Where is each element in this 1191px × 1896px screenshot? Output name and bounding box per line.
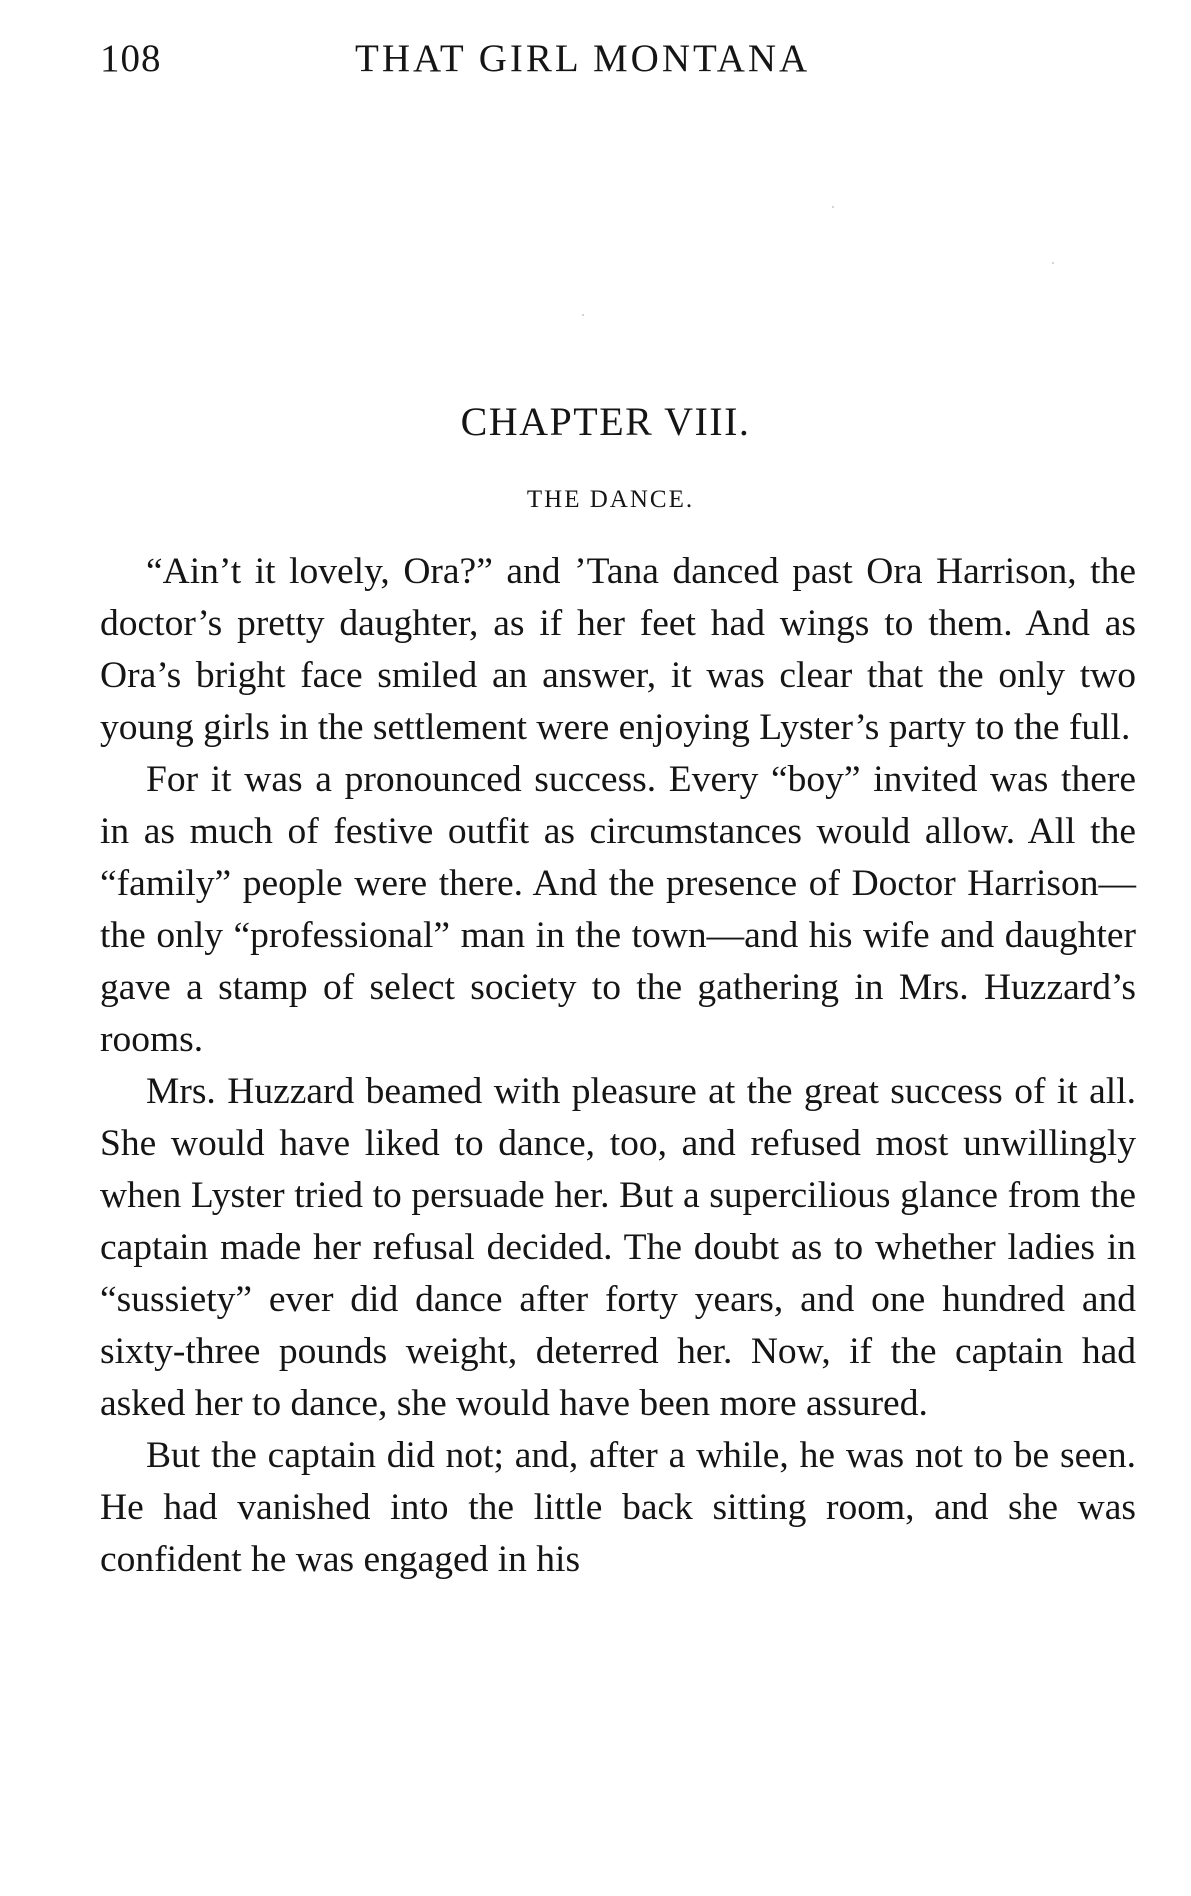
chapter-heading: CHAPTER VIII. (460, 399, 751, 444)
paragraph: But the captain did not; and, after a while, he was not to be seen. He had vanished into the little back sitting room, and she was confident he was engaged in his (100, 1435, 1136, 1580)
paragraph: For it was a pronounced success. Every “boy” invited was there in as much of festive outfit as circumstances would allow. All the “family” people were there. And the presence of Doctor Harrison—the only “professional” man in the town—and his wife and daughter gave a stamp of select society to the gathering in Mrs. Huzzard’s rooms. (100, 759, 1136, 1060)
chapter-subtitle: THE DANCE. (526, 486, 695, 513)
page-number: 108 (100, 37, 162, 80)
body-text (100, 546, 1136, 1586)
print-speck (1052, 262, 1054, 264)
print-speck (832, 206, 834, 208)
print-speck (582, 314, 584, 316)
running-title: THAT GIRL MONTANA (355, 37, 811, 80)
running-head (100, 36, 1100, 96)
paragraph: “Ain’t it lovely, Ora?” and ’Tana danced past Ora Harrison, the doctor’s pretty daughter, as if her feet had wings to them. And as Ora’s bright face smiled an answer, it was clear that the only two young girls in the settlement were enjoying Lyster’s party to the full. (100, 551, 1136, 748)
paragraph: Mrs. Huzzard beamed with pleasure at the great success of it all. She would have liked to dance, too, and refused most unwillingly when Lyster tried to persuade her. But a supercilious glance from the captain made her refusal decided. The doubt as to whether ladies in “sussiety” ever did dance after forty years, and one hundred and sixty-three pounds weight, deterred her. Now, if the captain had asked her to dance, she would have been more assured. (100, 1071, 1136, 1424)
